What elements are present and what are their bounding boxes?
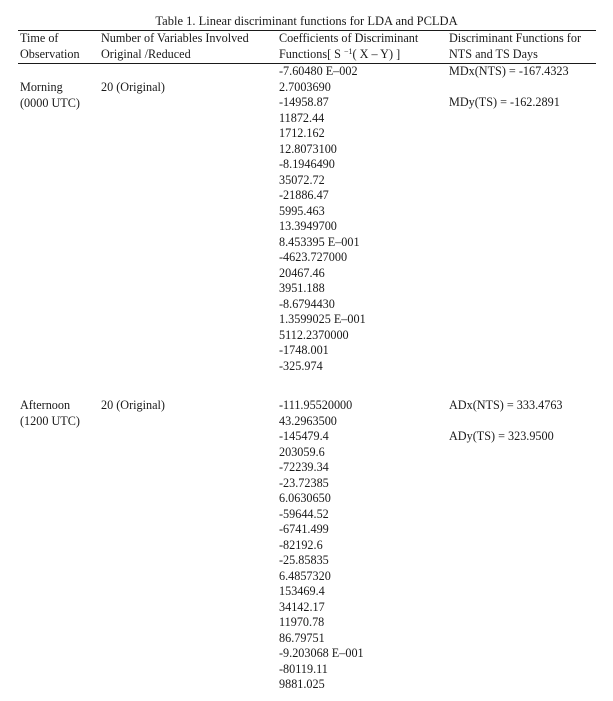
afternoon-coefficient: 86.79751 [279,630,325,645]
afternoon-time-line1: Afternoon [20,398,71,412]
afternoon-coefficient: -82192.6 [279,537,323,552]
header-discriminant-functions [449,31,581,62]
header-col4-line1: Discriminant Functions for [449,31,582,45]
morning-coefficient: 35072.72 [279,172,325,187]
morning-coefficient: 12.8073100 [279,141,337,156]
header-coefficients [279,31,418,62]
morning-coefficient: 1712.162 [279,126,325,140]
header-col4-line2: NTS and TS Days [449,46,538,61]
afternoon-coefficient: 9881.025 [279,677,325,691]
header-number-of-variables [101,31,249,62]
afternoon-df-ts: ADy(TS) = 323.9500 [449,429,554,443]
morning-coefficient: -7.60480 E–002 [279,64,358,78]
morning-coefficient: 11872.44 [279,110,325,125]
afternoon-coefficient: 34142.17 [279,599,325,614]
morning-coefficient-list [279,64,366,374]
morning-coefficient: -8.1946490 [279,157,335,171]
header-col3-line1: Coefficients of Discriminant [279,31,419,45]
header-col2-line1: Number of Variables Involved [101,31,249,45]
morning-coefficient: -21886.47 [279,188,329,202]
afternoon-coefficient: -59644.52 [279,506,329,521]
morning-df-ts: MDy(TS) = -162.2891 [449,95,560,109]
afternoon-coefficient: 203059.6 [279,444,325,459]
afternoon-df-nts: ADx(NTS) = 333.4763 [449,398,563,412]
afternoon-coefficient: 6.4857320 [279,568,331,583]
morning-coefficient: -1748.001 [279,343,329,357]
afternoon-coefficient: -145479.4 [279,429,329,443]
afternoon-time-line2: (1200 UTC) [20,413,80,428]
afternoon-coefficient: -80119.11 [279,661,328,676]
afternoon-coefficient: -6741.499 [279,522,329,536]
header-col2-line2: Original /Reduced [101,46,191,61]
afternoon-coefficient: 43.2963500 [279,413,337,428]
header-col1-line1: Time of [20,31,59,45]
morning-coefficient: 8.453395 E–001 [279,234,360,249]
header-col1-line2: Observation [20,46,80,61]
morning-coefficient: -8.6794430 [279,296,335,311]
afternoon-coefficient-list [279,398,364,693]
afternoon-coefficient: -9.203068 E–001 [279,646,364,660]
afternoon-time-label [20,398,80,429]
morning-coefficient: 5112.2370000 [279,327,349,342]
morning-coefficient: 2.7003690 [279,79,331,94]
morning-coefficient: 13.3949700 [279,219,337,233]
morning-coefficient: 5995.463 [279,203,325,218]
afternoon-coefficient: -72239.34 [279,460,329,474]
header-col3-line2-post: ( X – Y) ] [352,46,401,61]
afternoon-coefficient: 11970.78 [279,615,325,629]
morning-coefficient: 20467.46 [279,265,325,280]
morning-coefficient: -325.974 [279,358,323,373]
header-col3-line2 [279,47,418,63]
morning-variables: 20 (Original) [101,80,165,94]
morning-coefficient: -4623.727000 [279,250,348,264]
afternoon-coefficient: -23.72385 [279,475,329,490]
morning-df-nts: MDx(NTS) = -167.4323 [449,64,569,78]
morning-coefficient: 1.3599025 E–001 [279,312,366,326]
afternoon-coefficient: -111.95520000 [279,398,353,412]
header-time-of-observation [20,31,80,62]
afternoon-variables: 20 (Original) [101,398,165,412]
morning-time-line1: Morning [20,80,63,94]
morning-coefficient: 3951.188 [279,281,325,295]
table-caption: Table 1. Linear discriminant functions for LDA and PCLDA [155,14,458,28]
afternoon-coefficient: 153469.4 [279,584,325,598]
morning-time-label [20,80,80,111]
morning-coefficient: -14958.87 [279,95,329,109]
header-col3-inverse-superscript: −1 [344,46,353,56]
header-col3-line2-pre: Functions[ S [279,46,345,61]
morning-time-line2: (0000 UTC) [20,95,80,110]
afternoon-coefficient: 6.0630650 [279,491,331,505]
afternoon-coefficient: -25.85835 [279,553,329,567]
